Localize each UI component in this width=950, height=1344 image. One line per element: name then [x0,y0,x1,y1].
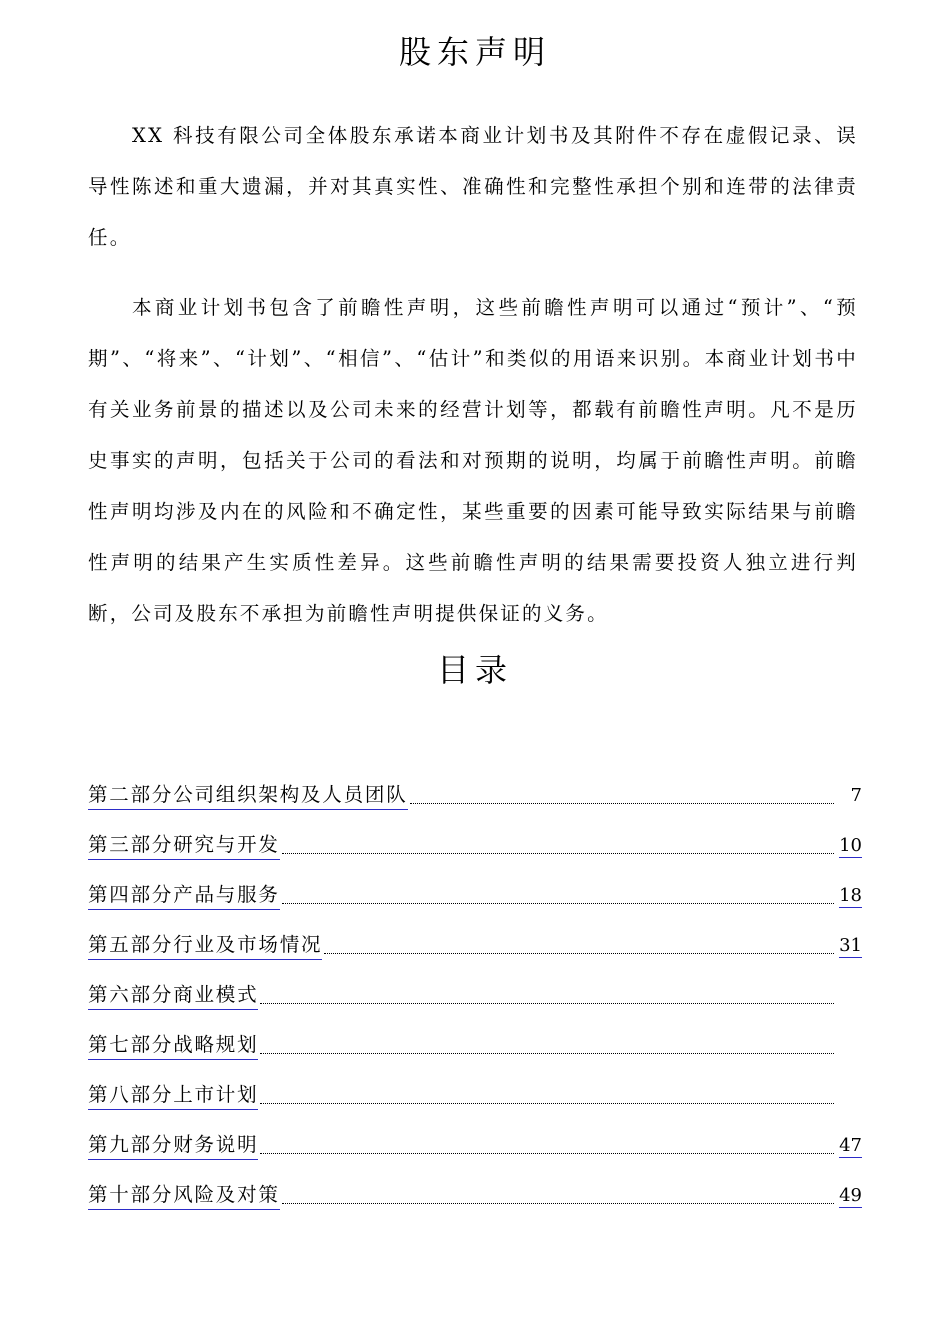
toc-entry-page[interactable] [838,1133,862,1160]
toc-entry-page[interactable] [838,783,862,810]
toc-entry-label[interactable]: 第五部分行业及市场情况 [88,932,322,960]
toc-entry-part-3[interactable] [88,810,862,860]
toc-entry-part-2[interactable] [88,760,862,810]
toc-title: 目录 [436,651,513,689]
toc-entry-part-7[interactable] [88,1010,862,1060]
statement-paragraph-1: XX 科技有限公司全体股东承诺本商业计划书及其附件不存在虚假记录、误导性陈述和重大遗漏，并对其真实性、准确性和完整性承担个别和连带的法律责任。 [88,124,858,249]
toc-entry-part-6[interactable] [88,960,862,1010]
toc-entry-page[interactable] [838,933,862,960]
toc-dot-leader [260,1002,834,1004]
toc-entry-label[interactable]: 第六部分商业模式 [88,982,258,1010]
toc-entry-part-8[interactable] [88,1060,862,1110]
toc-dot-leader [324,952,834,954]
toc-entry-label[interactable]: 第四部分产品与服务 [88,882,280,910]
toc-entry-part-10[interactable] [88,1160,862,1210]
toc-entry-page[interactable] [838,833,862,860]
toc-entry-label[interactable]: 第二部分公司组织架构及人员团队 [88,782,408,810]
toc-page-number[interactable]: 49 [839,1185,862,1206]
toc-entry-label[interactable]: 第八部分上市计划 [88,1082,258,1110]
toc-dot-leader [282,1202,834,1204]
toc-entry-part-5[interactable] [88,910,862,960]
toc-page-number[interactable]: 31 [839,935,862,956]
statement-title: 股东声明 [398,33,551,71]
toc-page-number[interactable]: 7 [850,785,862,806]
toc-entry-page[interactable] [838,883,862,910]
table-of-contents [88,760,862,1210]
toc-entry-label[interactable]: 第七部分战略规划 [88,1032,258,1060]
toc-page-number[interactable]: 47 [839,1135,862,1156]
toc-dot-leader [260,1152,834,1154]
toc-entry-label[interactable]: 第九部分财务说明 [88,1132,258,1160]
toc-page-number[interactable]: 10 [839,835,862,856]
toc-entry-part-4[interactable] [88,860,862,910]
toc-entry-page[interactable] [838,1183,862,1210]
toc-entry-page[interactable] [838,1109,862,1110]
statement-paragraph-2: 本商业计划书包含了前瞻性声明，这些前瞻性声明可以通过“预计”、“预期”、“将来”、“计划”、“相信”、“估计”和类似的用语来识别。本商业计划书中有关业务前景的描述以及公司未来的经营计划等，都载有前瞻性声明。凡不是历史事实的声明，包括关于公司的看法和对预期的说明，均属于前瞻性声明。前瞻性声明均涉及内在的风险和不确定性，某些重要的因素可能导致实际结果与前瞻性声明的结果产生实质性差异。这些前瞻性声明的结果需要投资人独立进行判断，公司及股东不承担为前瞻性声明提供保证的义务。 [88,296,858,625]
toc-entry-label[interactable]: 第三部分研究与开发 [88,832,280,860]
toc-entry-part-9[interactable] [88,1110,862,1160]
toc-dot-leader [282,902,834,904]
toc-entry-page[interactable] [838,1009,862,1010]
toc-page-number[interactable]: 18 [839,885,862,906]
toc-dot-leader [410,802,834,804]
toc-entry-label[interactable]: 第十部分风险及对策 [88,1182,280,1210]
toc-dot-leader [260,1102,834,1104]
toc-dot-leader [282,852,834,854]
toc-entry-page[interactable] [838,1059,862,1060]
toc-dot-leader [260,1052,834,1054]
